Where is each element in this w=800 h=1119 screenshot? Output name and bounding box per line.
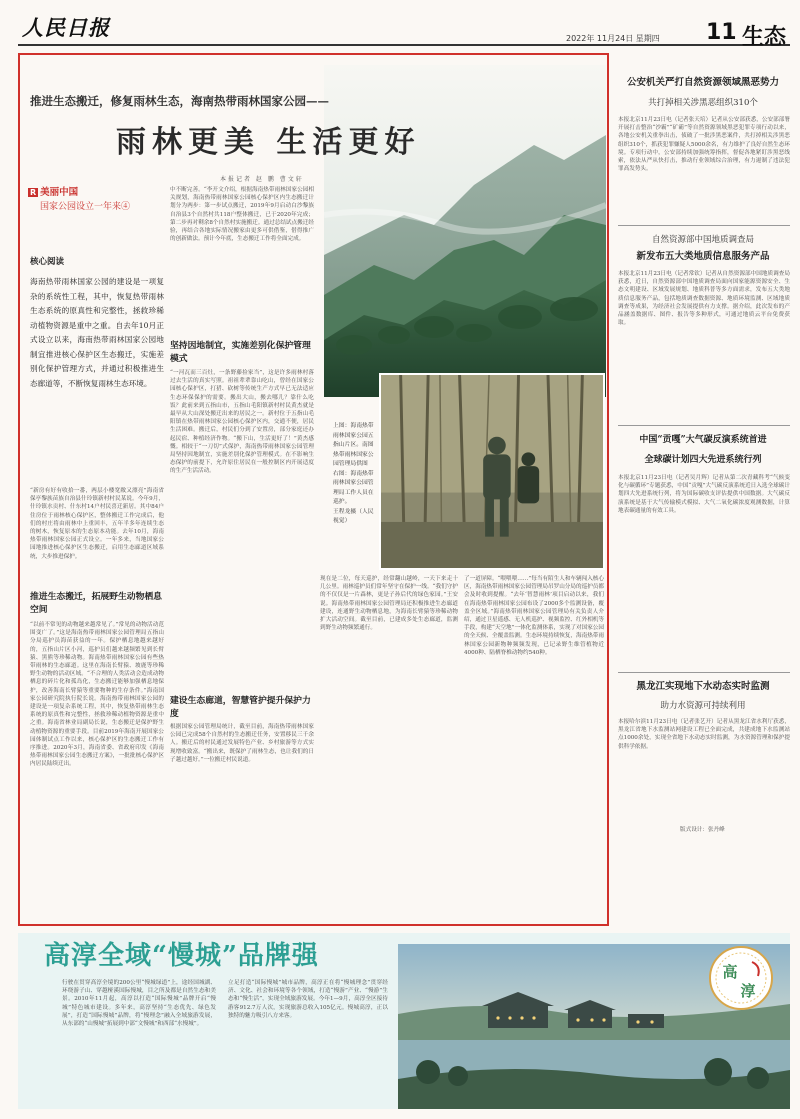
story4-subtitle: 助力水资源可持续利用: [660, 701, 746, 711]
ad-column-1: 行驶在贯穿高淳全境的200公里“慢城绿道”上，途经国城湖、环绕游子山、穿越桠溪国际慢城，目之所及都是自然生态和美景。2010年11月起，高淳以打造“国际慢城”品牌开启“慢城”特色城市建设。多年来，高淳坚持“生态优先、绿色发展”，打造“国际慢城”品牌，将“慢理念”融入全域旅游发展，从东部的“山慢城”拓展到中部“文慢城”和西部“水慢城”。: [62, 980, 216, 1028]
page-number: 11: [706, 20, 737, 45]
ad-column-2: 立足打造“国际慢城”城市品牌，高淳正在将“慢城理念”贯穿经济、文化、社会和环境等各个领域，打造“慢游”产业、“慢游”生态和“慢生活”，实现全域旅游发展。今年1—9月，高淳全区接待游客912.7万人次，实现旅游总收入105亿元。慢城高淳，正以独特的魅力吸引八方来客。: [228, 980, 388, 1019]
ranger-patrol-photo: [379, 373, 605, 570]
gaochun-slow-city-seal-icon: [706, 944, 776, 1012]
article-kicker: 推进生态搬迁，修复雨林生态，海南热带雨林国家公园——: [30, 94, 329, 108]
story1-body: 本报北京11月23日电（记者张天培）记者从公安部获悉，公安部部署开展打击整治“沙霸”“矿霸”等自然资源领域黑恶犯罪专项行动以来，各地公安机关重拳出击，侦破了一批涉黑恶案件，共打掉相关涉黑恶组织310个，抓获犯罪嫌疑人5000余名，有力维护了良好自然生态环境。专项行动中，公安部持续加强统筹指挥，督促各地紧盯涉黑恶线索，依法从严从快打击，推动行业领域综合治理，有力遏制了违法犯罪高发势头。: [618, 117, 790, 173]
column-name: R 美丽中国: [30, 187, 79, 198]
ad-title: 高淳全域“慢城”品牌强: [44, 941, 319, 971]
column-badge-icon: R: [30, 188, 37, 197]
body-column-1: “新房有好有收拾一番，两层小楼宽敞又漂亮”海南省保亭黎族苗族自治县什玲镇新村村民某说。今年9月，什玲镇水贡村、什东村14户村民喜迁新居。其中84户住房位于雨林核心保护区，整体搬迁工作完成后，他们的村庄将由雨林中上重回丰，五年半多年连续生态的树木，恢复原本的生态原本功能。去年10月，海南热带雨林国家公园正式设立。一年多来，当地国家公园地推进核心保护区生态搬迁，启用生态廊道区域系统，大步推进保护。: [30, 488, 164, 560]
photo-caption: 上图：海南热带雨林国家公园五指山片区。南图热带雨林国家公园管理局供图 右图：海南热带雨林国家公园管理局工作人员在巡护。 王程龙摄（人民视觉）: [333, 423, 374, 524]
divider: [618, 672, 790, 673]
story2-body: 本报北京11月23日电（记者常钦）记者从自然资源部中国地质调查局获悉，近日，自然资源部中国地质调查局面向国家能源资源安全、生态文明建设、区域发展规划、地质科普等多方面需求，发布五大类地质信息服务产品，包括地质调查数据资源、地质环境监测、区域地质调查等成果，为经济社会发展提供有力支撑。据介绍，此次发布的产品涵盖数据库、图件、报告等多种形式，可通过地质云平台免费获取。: [618, 271, 790, 327]
feature-article: [18, 53, 609, 926]
section-name: 生态: [742, 25, 787, 50]
story4-title: 黑龙江实现地下水动态实时监测: [636, 681, 770, 692]
subhead-ecological-relocation: 推进生态搬迁，拓展野生动物栖息空间: [30, 592, 162, 615]
story4-body: 本报哈尔滨11月23日电（记者张艺开）记者从黑龙江省水利厅获悉，黑龙江省地下水监测站网建设工程已全面完成，共建成地下水监测站点1000余处，实现全省地下水动态实时监测，为水资源管理和保护提供科学依据。: [618, 719, 790, 750]
body-column-1b: “以前不常见的动物越来越常见了。”常见的动物活动范围变广了。”这是海南热带雨林国家公园管理局五指山分局巡护员海苗获益的一年。保护栖息地越来越好的，五指山片区小河，巡护员们越来越频繁见到长臂猿、黑熊等珍稀动物。海南热带雨林国家公园有些热带雨林的生态廊道。这里在海南长臂猿、坡鹿等珍稀野生动物的活动区域。“不合理的人类活动会造成动物栖息的碎片化和孤岛化，生态搬迁能够加强栖息地保护，改善海南长臂猿等重要物种的生存条件。”海南国家公园研究院执行院长说。海南热带雨林国家公园的建设是一项复杂系统工程，其中，恢复热带雨林生态系统的原真性和完整性，拯救珍稀动植物资源是重中之重。海南省林业局副局长说，生态搬迁是保护野生动植物资源的重要手段。目前2019年海南开展国家公园体制试点工作以来，核心保护区的生态搬迁工作有序推进。2020年3月，海南省委、省政府印发《海南热带雨林国家公园生态搬迁方案》，一批批核心保护区内居民陆续迁出。: [30, 622, 164, 768]
body-column-3: 现在是二位，每天巡护，经常翻山越岭，一天下来走十几公里。雨林巡护员们常年坚守在保护一线。“我们守护的不仅仅是一片森林，更是子孙后代的绿色家园。”王安说。海南热带雨林国家公园管理局还积极推进生态廊道建设，连通野生动物栖息地，为海南长臂猿等珍稀动物扩大活动空间。截至目前，已建成多处生态廊道，监测到野生动物频繁通行。: [320, 576, 458, 632]
body-column-2c: 根据国家公园管理局统计，截至目前，海南热带雨林国家公园已完成58个自然村的生态搬迁任务，安置移民三千余人。搬迁后的村民通过发展特色产业、乡村旅游等方式实现增收致富。“搬出来，既保护了雨林生态，也让我们的日子越过越好。”一位搬迁村民说道。: [170, 724, 314, 763]
article-headline: 雨林更美 生活更好: [116, 125, 421, 160]
core-reading-label: 核心阅读: [30, 257, 65, 267]
divider: [618, 425, 790, 426]
seal-char-2: 淳: [740, 982, 756, 1000]
subhead-eco-corridor: 建设生态廊道，智慧管护提升保护力度: [170, 696, 311, 719]
subhead-differentiated-protection: 坚持因地制宜，实施差别化保护管理模式: [170, 341, 311, 364]
story3-subtitle: 全球碳计划四大先进系统行列: [644, 455, 762, 465]
story1-title: 公安机关严打自然资源领域黑恶势力: [626, 77, 779, 88]
body-column-4: 了一道屏障。“喂喂喂……”每当有陌生人和车辆闯入核心区，海南热带雨林国家公园管理局吊罗山分局的巡护员都会及时收到提醒。“去年‘智慧雨林’项目启动以来，我们在海南热带雨林国家公园布设了2000多个监测设备，覆盖全区域。”海南热带雨林国家公园管理局有关负责人介绍，通过卫星遥感、无人机巡护、视频监控、红外相机等手段，构建“天空地”一体化监测体系，实现了对国家公园的全天候、全覆盖监测。生态环境持续恢复，海南热带雨林国家公园新物种频频发现，已记录野生维管植物近4000种、陆栖脊椎动物约540种。: [464, 576, 604, 656]
body-column-2: 中不断完善。“李开文介绍，根据海南热带雨林国家公园相关规划，海南热带雨林国家公园核心保护区内生态搬迁计划分为两步：第一步试点搬迁，2019年9月启动白沙黎族自治县3个自然村共118户整体搬迁，已于2020年完成；第二步再对剩余8个自然村实施搬迁。通过总结试点搬迁经验，再结合各地实际情况搬家由更多可供借鉴，借得推广的创新做法。预计今年底，生态搬迁工作将全面完成。: [170, 187, 314, 243]
seal-char-1: 高: [722, 963, 738, 981]
divider: [618, 225, 790, 226]
article-byline: 本报记者 赵 鹏 曹文轩: [220, 176, 304, 183]
story3-title: 中国“贡嘎”大气碳反演系统首进: [639, 435, 767, 445]
story1-subtitle: 共打掉相关涉黑恶组织310个: [648, 98, 758, 108]
column-subtitle: 国家公园设立一年来④: [40, 202, 131, 212]
issue-date: 2022年 11月24日 星期四: [566, 34, 660, 43]
story2-kicker: 自然资源部中国地质调查局: [651, 235, 754, 245]
story3-body: 本报北京11月23日电（记者吴月辉）记者从第二次青藏科考“气候变化与碳循环”专题获悉，中国“贡嘎”大气碳反演系统近日入选全球碳计划四大先进系统行列，将为国际碳收支评估提供中国数据。大气碳反演系统是基于大气传输模式模拟、大气二氧化碳浓度观测数据，计算地表碳通量的有效工具。: [618, 475, 790, 514]
page-designer-credit: 版式设计：张丹峰: [680, 827, 725, 833]
column-label: [28, 184, 164, 214]
masthead: [18, 10, 790, 50]
lead-summary: 海南热带雨林国家公园的建设是一项复杂的系统性工程，其中，恢复热带雨林生态系统的原真性和完整性，拯救珍稀动植物资源是重中之重。自去年10月正式设立以来，海南热带雨林国家公园地制宜推进核心保护区生态搬迁，实施差别化保护管理方式，并通过积极推进生态廊道等，不断恢复雨林生态环境。: [30, 277, 164, 388]
body-column-2b: “一河瓦而三百灶，一条野藤捡家当”，这是许多雨林村落过去生活的真实写照。祖祖辈辈靠山吃山，曾经在国家公园核心保护区，打猎、砍树等传统生产方式早已无法适应生态环保保护的需要。搬出大山，搬去哪儿？靠什么吃饭？此前来到五指山市，五指山毛阳镇新村村民黄杰就是最早从大山深处搬迁出来的居民之一。新村位于五指山毛阳镇在热带雨林国家公园核心保护区内，交通不便，居民生活困难。搬迁后，村民们分到了安置房，部分家庭还办起民宿、种植经济作物。“搬下山，生活更好了！”黄杰感慨。相较于“一刀切”式保护，海南热带雨林国家公园管理局坚持因地制宜，实施差别化保护管理模式。在不影响生态保护的前提下，允许原住居民在一般控制区内开展适度的生产生活活动。: [170, 370, 314, 475]
rainforest-landscape-photo: [324, 65, 606, 397]
newspaper-logo: 人民日报: [22, 15, 110, 40]
story2-title: 新发布五大类地质信息服务产品: [636, 251, 770, 262]
